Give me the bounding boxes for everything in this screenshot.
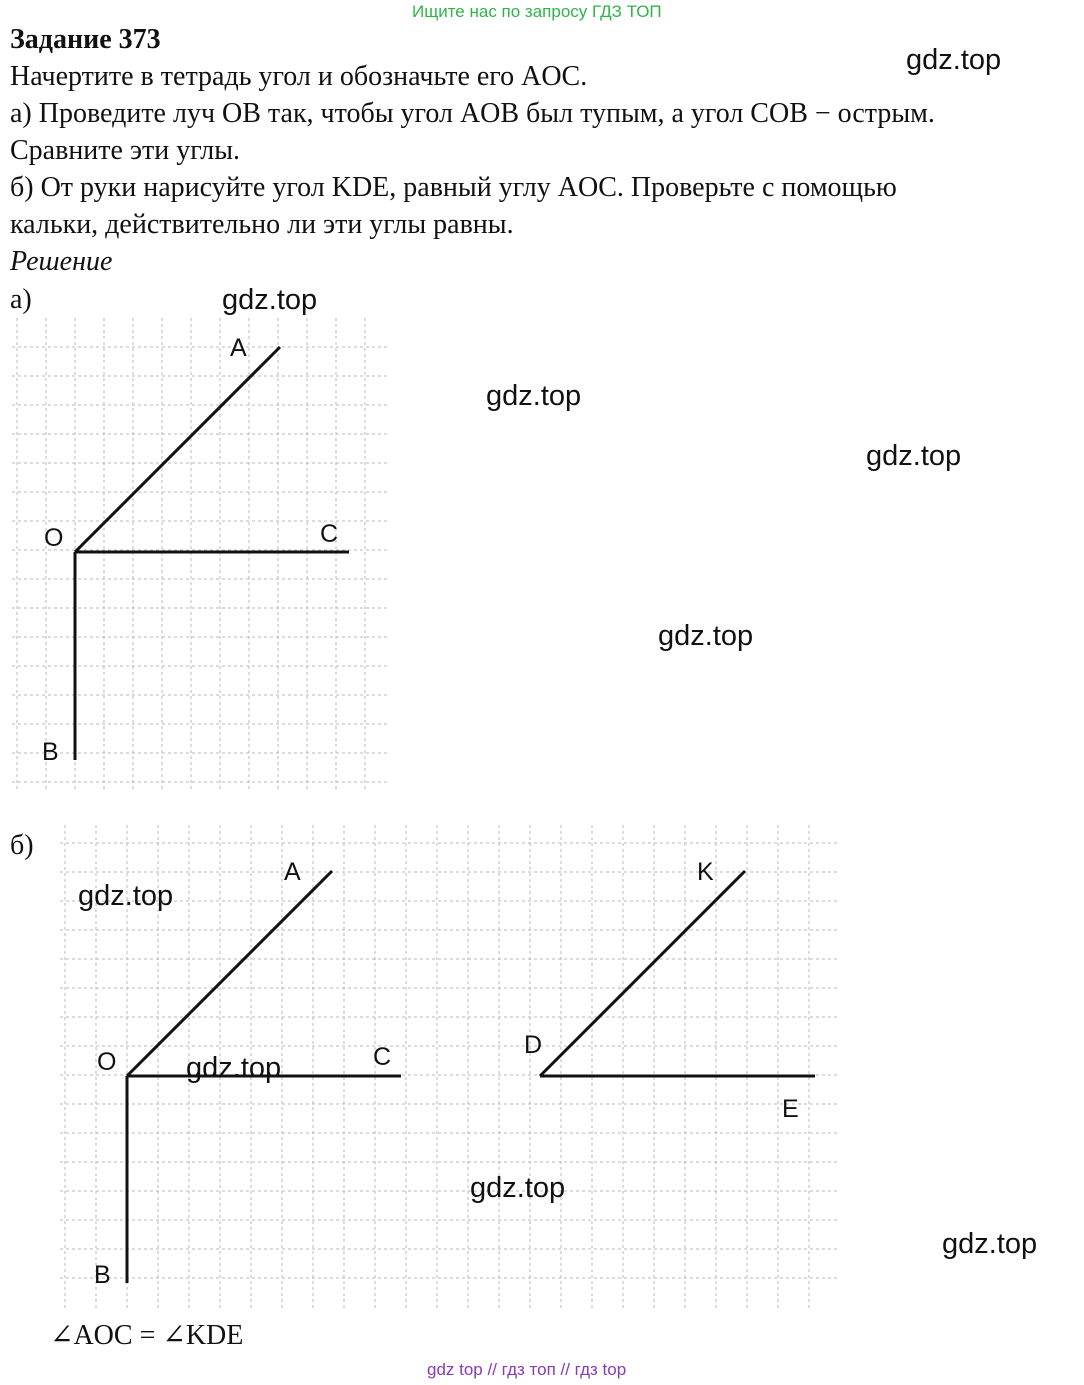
point-b-b-label: B [94, 1261, 111, 1289]
watermark: gdz.top [486, 380, 582, 412]
ray-dk [540, 871, 745, 1076]
watermark: gdz.top [906, 44, 1002, 76]
point-c-b-label: C [373, 1043, 392, 1071]
point-a-b-label: A [284, 858, 301, 886]
watermark: gdz.top [470, 1172, 566, 1204]
task-line-2: а) Проведите луч OB так, чтобы угол AOB был тупым, а угол COB − острым. [10, 98, 935, 129]
point-o-label: O [44, 524, 64, 552]
watermark: gdz.top [222, 284, 318, 316]
part-b-grid [60, 825, 840, 1310]
watermark: gdz.top [186, 1052, 282, 1084]
header-link[interactable]: Ищите нас по запросу ГДЗ ТОП [412, 2, 662, 21]
solution-heading: Решение [10, 246, 113, 277]
point-a-label: A [230, 334, 247, 362]
watermark: gdz.top [78, 880, 174, 912]
task-title: Задание 373 [10, 24, 161, 55]
watermark: gdz.top [866, 440, 962, 472]
point-b-label: B [42, 738, 59, 766]
result-equation: ∠AOC = ∠KDE [50, 1320, 244, 1351]
point-d-label: D [524, 1031, 543, 1059]
point-e-label: E [782, 1095, 799, 1123]
footer-links[interactable]: gdz top // гдз топ // гдз top [427, 1360, 627, 1379]
task-line-5: кальки, действительно ли эти углы равны. [10, 209, 514, 240]
watermark: gdz.top [942, 1228, 1038, 1260]
task-line-1: Начертите в тетрадь угол и обозначьте его AOC. [10, 61, 588, 92]
watermark: gdz.top [658, 620, 754, 652]
part-b-label: б) [10, 830, 34, 861]
point-o-b-label: O [97, 1048, 117, 1076]
point-c-label: C [320, 520, 339, 548]
task-line-3: Сравните эти углы. [10, 135, 241, 166]
part-a-label: а) [10, 284, 32, 315]
task-line-4: б) От руки нарисуйте угол KDE, равный углу AOC. Проверьте с помощью [10, 172, 897, 203]
point-k-label: K [697, 858, 714, 886]
